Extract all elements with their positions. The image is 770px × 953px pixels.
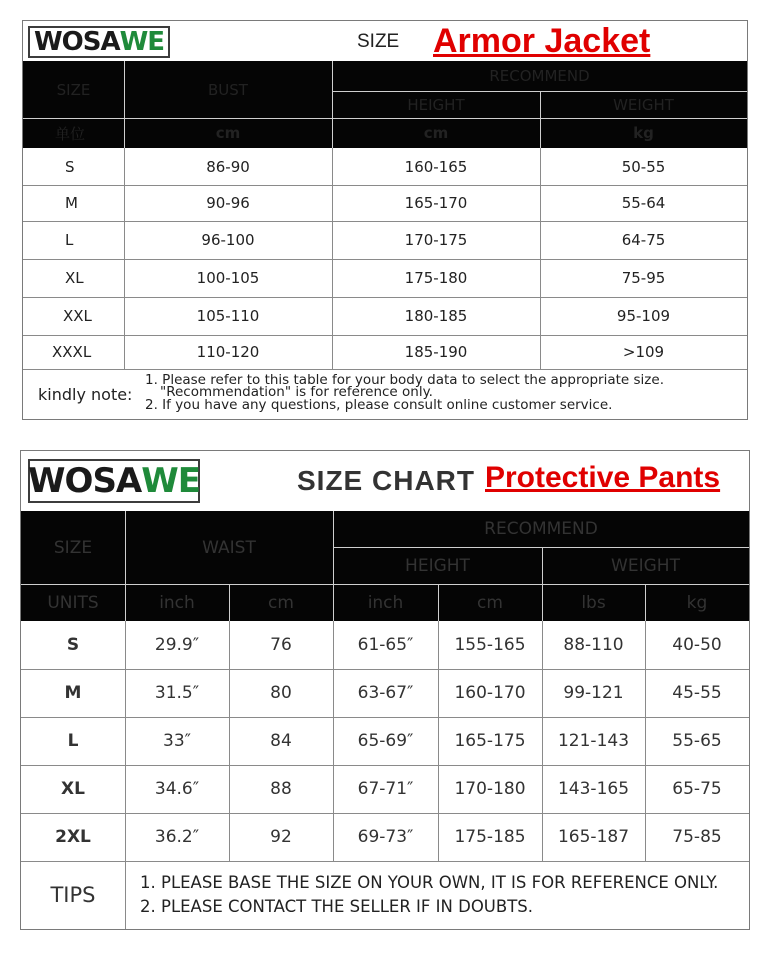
height-cell: 165-170 [404, 194, 468, 212]
unit-weight-lbs: lbs [581, 592, 606, 613]
waist-inch-cell: 31.5″ [154, 683, 200, 703]
weight-lbs-cell: 121-143 [557, 731, 630, 751]
unit-bust: cm [215, 124, 241, 142]
height-cm-cell: 175-185 [454, 827, 526, 847]
size-cell: M [64, 683, 82, 703]
bust-cell: 86-90 [206, 157, 250, 176]
grid-line [125, 861, 126, 929]
header-recommend: RECOMMEND [484, 519, 598, 539]
height-cell: 175-180 [404, 269, 468, 287]
bust-cell: 96-100 [201, 231, 255, 249]
waist-cm-cell: 76 [270, 635, 292, 655]
waist-cm-cell: 92 [270, 827, 292, 847]
weight-cell: 50-55 [621, 157, 666, 176]
weight-cell: 55-64 [621, 194, 666, 212]
size-cell: M [65, 194, 78, 212]
waist-cm-cell: 80 [270, 683, 292, 703]
product-title: Protective Pants [485, 461, 721, 494]
weight-cell: 75-95 [621, 269, 666, 287]
note-line-3: 2. If you have any questions, please consult online customer service. [145, 397, 613, 413]
height-inch-cell: 63-67″ [357, 683, 414, 703]
weight-kg-cell: 55-65 [672, 731, 722, 751]
weight-lbs-cell: 143-165 [557, 779, 630, 799]
height-cm-cell: 155-165 [454, 635, 526, 655]
size-cell: L [65, 231, 74, 249]
height-cm-cell: 165-175 [454, 731, 526, 751]
header-weight: WEIGHT [613, 95, 674, 114]
bust-cell: 110-120 [196, 343, 260, 361]
size-chart-label: SIZE CHART [297, 465, 475, 496]
units-label: UNITS [47, 592, 99, 613]
header-bust: BUST [208, 80, 248, 99]
bust-cell: 90-96 [206, 194, 250, 212]
header-weight: WEIGHT [611, 555, 680, 576]
weight-cell: >109 [622, 343, 665, 361]
unit-waist-inch: inch [159, 592, 195, 613]
weight-lbs-cell: 99-121 [563, 683, 624, 703]
weight-cell: 64-75 [621, 231, 666, 249]
waist-inch-cell: 29.9″ [154, 635, 200, 655]
unit-height-inch: inch [367, 592, 404, 613]
pants-size-table [20, 450, 750, 930]
waist-inch-cell: 34.6″ [154, 779, 200, 799]
grid-line [21, 861, 749, 862]
bust-cell: 105-110 [196, 307, 260, 325]
product-title: Armor Jacket [433, 22, 651, 60]
unit-height-cm: cm [477, 592, 503, 613]
height-inch-cell: 61-65″ [357, 635, 414, 655]
weight-kg-cell: 45-55 [672, 683, 722, 703]
header-waist: WAIST [202, 537, 256, 558]
header-height: HEIGHT [407, 95, 465, 114]
height-inch-cell: 65-69″ [357, 731, 414, 751]
weight-kg-cell: 65-75 [672, 779, 722, 799]
waist-cm-cell: 84 [270, 731, 292, 751]
note-line-2: "Recommendation" is for reference only. [160, 384, 433, 400]
size-cell: S [65, 157, 75, 176]
size-cell: L [67, 731, 79, 751]
weight-kg-cell: 75-85 [672, 827, 722, 847]
logo-text-green: WE [119, 27, 165, 57]
tips-line-2: 2. PLEASE CONTACT THE SELLER IF IN DOUBTS. [140, 897, 533, 916]
unit-height: cm [423, 124, 449, 142]
note-line-1: 1. Please refer to this table for your body data to select the appropriate size. [145, 372, 664, 388]
header-recommend: RECOMMEND [489, 67, 590, 85]
grid-line [23, 369, 747, 370]
logo-text-green: WE [141, 461, 200, 501]
height-cell: 180-185 [404, 307, 468, 325]
note-label: kindly note: [38, 385, 133, 404]
waist-cm-cell: 88 [270, 779, 292, 799]
brand-logo [28, 459, 200, 503]
weight-lbs-cell: 165-187 [557, 827, 630, 847]
size-cell: XL [65, 269, 84, 287]
height-inch-cell: 67-71″ [357, 779, 414, 799]
size-cell: XXXL [52, 343, 92, 361]
size-label: SIZE [357, 31, 400, 52]
tips-label: TIPS [50, 883, 96, 907]
bust-cell: 100-105 [196, 269, 260, 287]
height-cm-cell: 160-170 [454, 683, 526, 703]
weight-kg-cell: 40-50 [672, 635, 722, 655]
tips-line-1: 1. PLEASE BASE THE SIZE ON YOUR OWN, IT IS FOR REFERENCE ONLY. [140, 873, 719, 892]
unit-weight-kg: kg [686, 592, 708, 613]
size-cell: S [66, 635, 80, 655]
waist-inch-cell: 33″ [163, 731, 191, 751]
weight-cell: 95-109 [616, 307, 671, 325]
size-cell: XL [61, 779, 85, 799]
height-inch-cell: 69-73″ [357, 827, 414, 847]
header-size: SIZE [56, 80, 91, 99]
waist-inch-cell: 36.2″ [154, 827, 200, 847]
brand-logo [28, 26, 170, 58]
logo-text-dark: WOSA [28, 461, 142, 501]
size-cell: 2XL [55, 827, 91, 847]
height-cell: 160-165 [404, 157, 468, 176]
header-height: HEIGHT [405, 555, 470, 576]
size-cell: XXL [63, 307, 92, 325]
height-cell: 185-190 [404, 343, 468, 361]
unit-waist-cm: cm [268, 592, 294, 613]
jacket-size-table [22, 20, 748, 420]
unit-label: 单位 [55, 124, 86, 143]
header-size: SIZE [53, 537, 93, 558]
height-cm-cell: 170-180 [454, 779, 526, 799]
height-cell: 170-175 [404, 231, 468, 249]
logo-text-dark: WOSA [33, 27, 120, 57]
weight-lbs-cell: 88-110 [563, 635, 624, 655]
unit-weight: kg [633, 124, 654, 142]
